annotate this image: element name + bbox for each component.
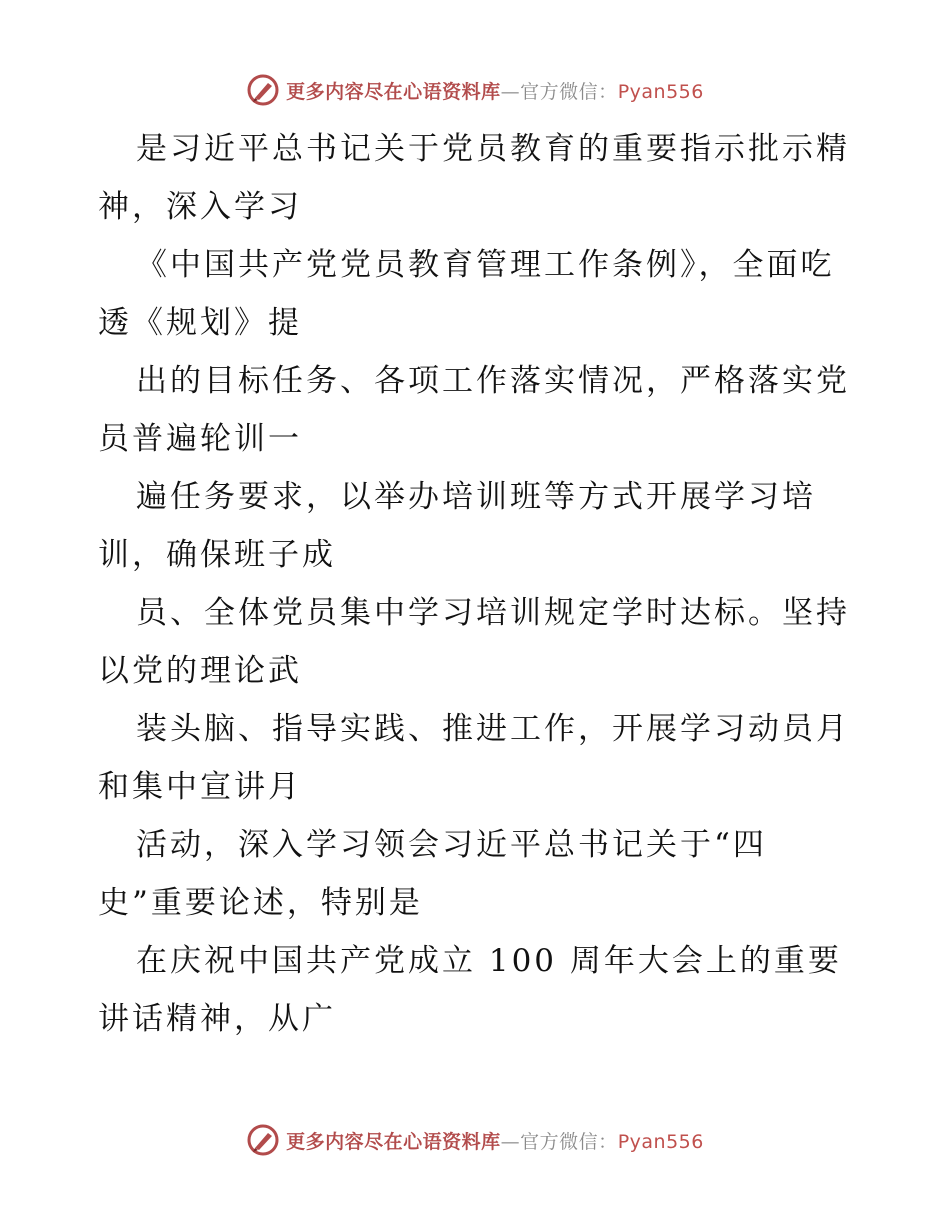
- paragraph-line: 透《规划》提: [98, 305, 302, 341]
- watermark-main: 更多内容尽在心语资料库: [286, 80, 501, 103]
- paragraph-line: 员、全体党员集中学习培训规定学时达标。坚持: [136, 595, 850, 631]
- paragraph: [98, 584, 868, 700]
- watermark-side: 官方微信：: [520, 80, 618, 103]
- paragraph: [98, 120, 868, 236]
- paragraph-line: 在庆祝中国共产党成立 100 周年大会上的重要: [136, 943, 842, 979]
- watermark-main: 更多内容尽在心语资料库: [286, 1130, 501, 1153]
- paragraph-line: 员普遍轮训一: [98, 421, 302, 457]
- paragraph-line: 遍任务要求，以举办培训班等方式开展学习培: [136, 479, 816, 515]
- paragraph-line: 《中国共产党党员教育管理工作条例》，全面吃: [136, 247, 835, 283]
- paragraph: [98, 468, 868, 584]
- watermark-side: 官方微信：: [520, 1130, 618, 1153]
- watermark-separator: —: [500, 80, 521, 103]
- paragraph-line: 装头脑、指导实践、推进工作，开展学习动员月: [136, 711, 850, 747]
- paragraph-line: 训，确保班子成: [98, 537, 336, 573]
- document-body: [98, 120, 868, 1048]
- paragraph-line: 是习近平总书记关于党员教育的重要指示批示精: [136, 131, 850, 167]
- paragraph-line: 出的目标任务、各项工作落实情况，严格落实党: [136, 363, 850, 399]
- paragraph: [98, 700, 868, 816]
- watermark-id: Pyan556: [617, 80, 704, 103]
- paragraph: [98, 236, 868, 352]
- paragraph: [98, 816, 868, 932]
- paragraph: [98, 352, 868, 468]
- paragraph-line: 和集中宣讲月: [98, 769, 302, 805]
- pen-logo-icon: [246, 73, 280, 107]
- paragraph-line: 活动，深入学习领会习近平总书记关于“四: [136, 827, 767, 863]
- paragraph-line: 讲话精神，从广: [98, 1001, 336, 1037]
- watermark-text: [286, 77, 704, 104]
- header-watermark: [0, 70, 950, 110]
- watermark-id: Pyan556: [617, 1130, 704, 1153]
- watermark-text: [286, 1127, 704, 1154]
- paragraph-line: 以党的理论武: [98, 653, 302, 689]
- paragraph-line: 神，深入学习: [98, 189, 302, 225]
- footer-watermark: [0, 1120, 950, 1160]
- paragraph: [98, 932, 868, 1048]
- paragraph-line: 史”重要论述，特别是: [98, 885, 423, 921]
- watermark-separator: —: [500, 1130, 521, 1153]
- pen-logo-icon: [246, 1123, 280, 1157]
